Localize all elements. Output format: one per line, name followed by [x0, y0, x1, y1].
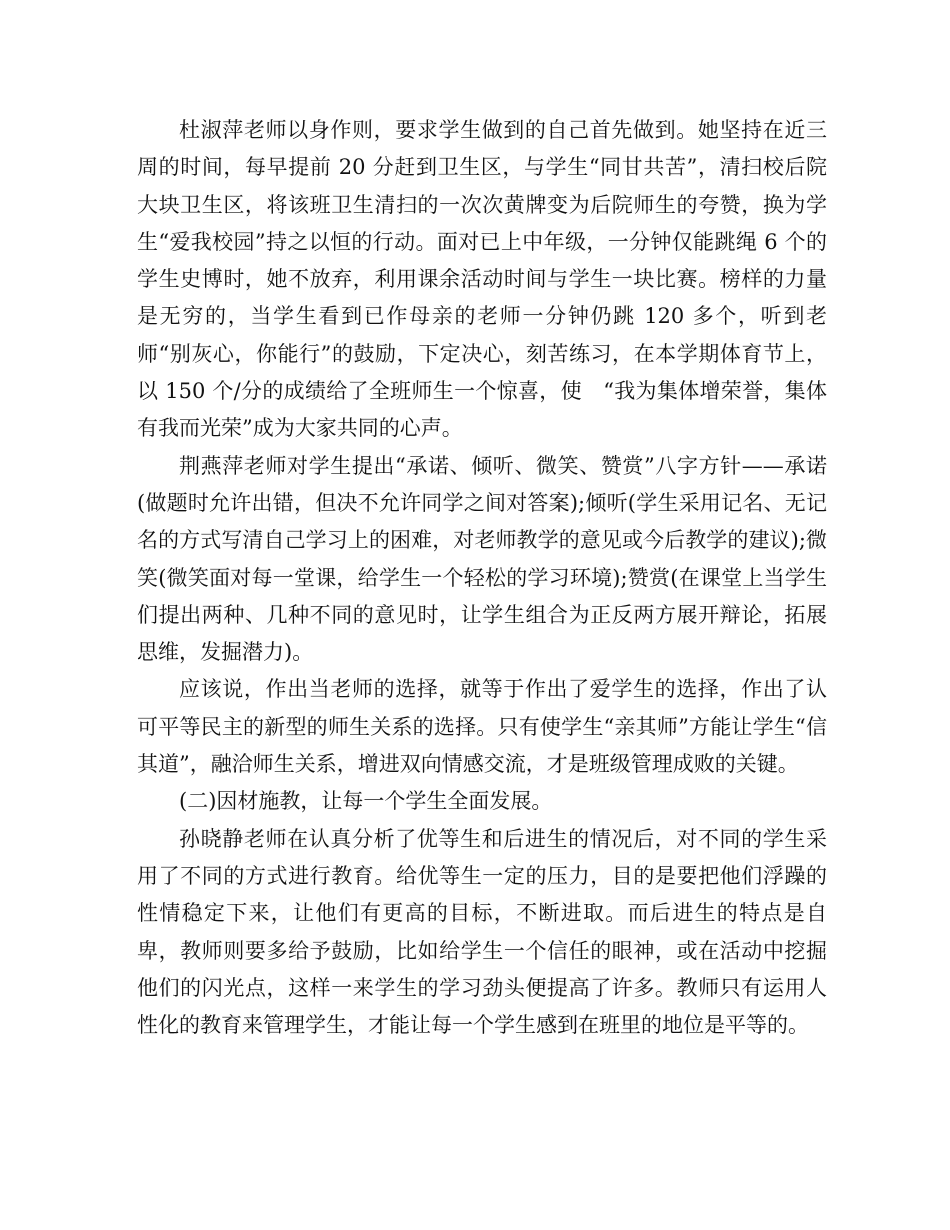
paragraph-jing-yanping: 荆燕萍老师对学生提出“承诺、倾听、微笑、赞赏”八字方针——承诺(做题时允许出错，但决不允许同学之间对答案);倾听(学生采用记名、无记名的方式写清自己学习上的困难，对老师教学的意见或今后教学的建议);微笑(微笑面对每一堂课，给学生一个轻松的学习环境);赞赏(在课堂上当学生们提出两种、几种不同的意见时，让学生组合为正反两方展开辩论，拓展思维，发掘潜力)。 [137, 453, 827, 665]
paragraph-teacher-choice: 应该说，作出当老师的选择，就等于作出了爱学生的选择，作出了认可平等民主的新型的师生关系的选择。只有使学生“亲其师”方能让学生“信其道”，融洽师生关系，增进双向情感交流，才是班级管理成败的关键。 [137, 677, 827, 777]
document-body [137, 112, 827, 1044]
paragraph-du-shuping: 杜淑萍老师以身作则，要求学生做到的自己首先做到。她坚持在近三周的时间，每早提前 20 分赶到卫生区，与学生“同甘共苦”，清扫校后院大块卫生区，将该班卫生清扫的一次次黄牌变为后院师生的夸赞，换为学生“爱我校园”持之以恒的行动。面对已上中年级，一分钟仅能跳绳 6 个的学生史博时，她不放弃，利用课余活动时间与学生一块比赛。榜样的力量是无穷的，当学生看到已作母亲的老师一分钟仍跳 120 多个，听到老师“别灰心，你能行”的鼓励，下定决心，刻苦练习，在本学期体育节上，以 150 个/分的成绩给了全班师生一个惊喜，使 “我为集体增荣誉，集体有我而光荣”成为大家共同的心声。 [137, 118, 827, 441]
paragraph-sun-xiaojing: 孙晓静老师在认真分析了优等生和后进生的情况后，对不同的学生采用了不同的方式进行教育。给优等生一定的压力，目的是要把他们浮躁的性情稳定下来，让他们有更高的目标，不断进取。而后进生的特点是自卑，教师则要多给予鼓励，比如给学生一个信任的眼神，或在活动中挖掘他们的闪光点，这样一来学生的学习劲头便提高了许多。教师只有运用人性化的教育来管理学生，才能让每一个学生感到在班里的地位是平等的。 [137, 826, 827, 1038]
section-heading-teaching-by-aptitude: (二)因材施教，让每一个学生全面发展。 [179, 789, 553, 814]
